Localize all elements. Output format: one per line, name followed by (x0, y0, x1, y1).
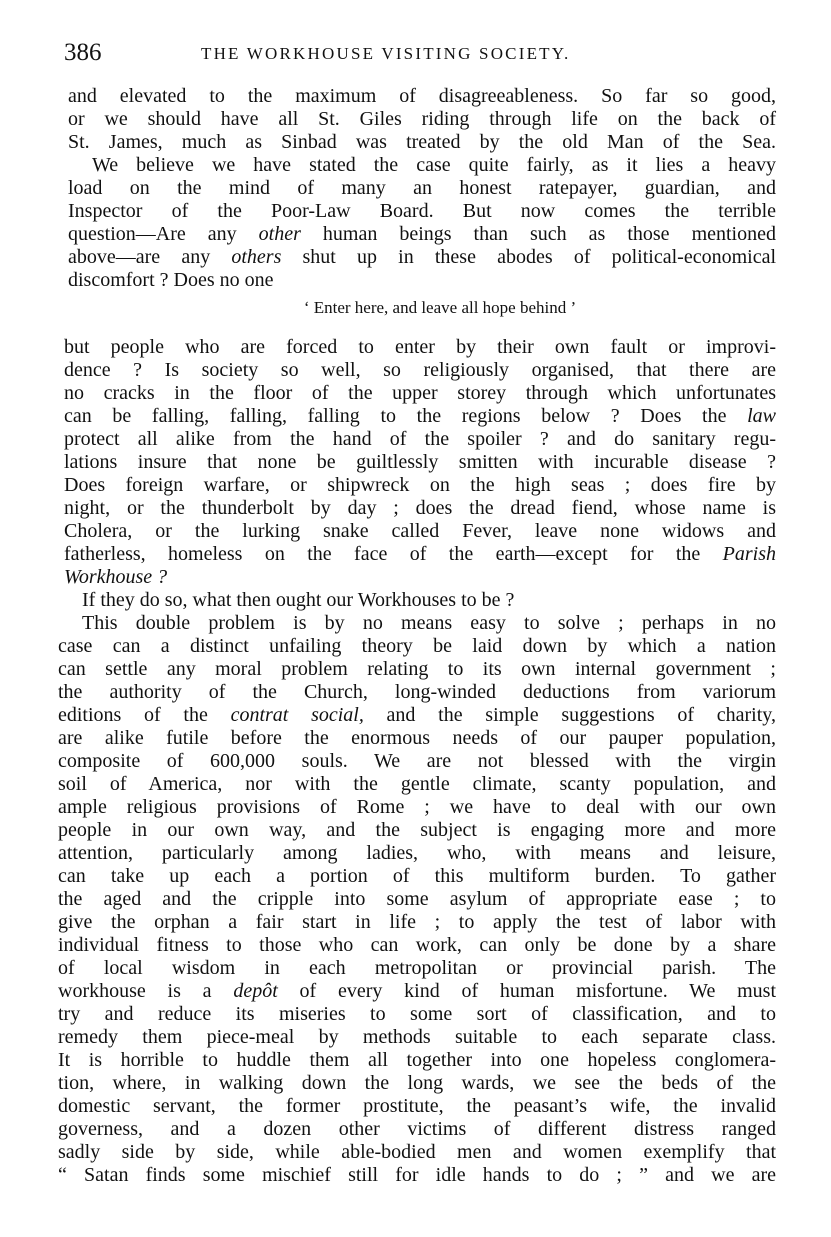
text-line (58, 1095, 776, 1118)
text-line (68, 154, 776, 177)
text-run: can take up each a portion of this multiform burden. To gather (58, 865, 776, 887)
text-run: give the orphan a fair start in life ; to apply the test of labor with (58, 911, 776, 933)
text-run: load on the mind of many an honest ratepayer, guardian, and (68, 177, 776, 199)
text-line (58, 1141, 776, 1164)
text-run: soil of America, nor with the gentle climate, scanty population, and (58, 773, 776, 795)
text-line (64, 359, 776, 382)
text-run: It is horrible to huddle them all together into one hopeless conglomera- (58, 1049, 776, 1071)
text-run: attention, particularly among ladies, who, with means and leisure, (58, 842, 776, 864)
text-run: of local wisdom in each metropolitan or provincial parish. The (58, 957, 776, 979)
text-line (64, 428, 776, 451)
text-line (68, 223, 776, 246)
italic-text: Workhouse ? (64, 566, 168, 588)
text-line (58, 612, 776, 635)
text-line (58, 704, 776, 727)
text-line (64, 405, 776, 428)
text-run: question—Are any (68, 223, 259, 245)
text-run: governess, and a dozen other victims of different distress ranged (58, 1118, 776, 1140)
text-run: This double problem is by no means easy to solve ; perhaps in no (82, 612, 776, 634)
italic-text: law (747, 405, 776, 427)
text-line (58, 750, 776, 773)
text-run: fatherless, homeless on the face of the earth—except for the (64, 543, 723, 565)
text-line (64, 451, 776, 474)
text-line (58, 1118, 776, 1141)
text-line (58, 681, 776, 704)
text-run: Does foreign warfare, or shipwreck on the high seas ; does fire by (64, 474, 776, 496)
text-run: or we should have all St. Giles riding through life on the back of (68, 108, 776, 130)
italic-text: other (258, 223, 301, 245)
text-line (68, 131, 776, 154)
text-line (58, 957, 776, 980)
text-run: no cracks in the floor of the upper storey through which unfortunates (64, 382, 776, 404)
text-line (58, 773, 776, 796)
text-run: dence ? Is society so well, so religiously organised, that there are (64, 359, 776, 381)
text-run: the authority of the Church, long-winded deductions from variorum (58, 681, 776, 703)
text-run: “ Satan finds some mischief still for idle hands to do ; ” and we are (58, 1164, 776, 1186)
page-number: 386 (64, 39, 102, 66)
text-run: shut up in these abodes of political-economical (281, 246, 777, 268)
text-line (64, 474, 776, 497)
text-run: domestic servant, the former prostitute, the peasant’s wife, the invalid (58, 1095, 776, 1117)
text-line (58, 865, 776, 888)
text-line (58, 1003, 776, 1026)
text-line (58, 635, 776, 658)
text-run: tion, where, in walking down the long wards, we see the beds of the (58, 1072, 776, 1094)
text-run: St. James, much as Sinbad was treated by the old Man of the Sea. (68, 131, 776, 153)
text-run: and the simple suggestions of charity, (363, 704, 776, 726)
text-line (68, 177, 776, 200)
running-head (64, 38, 770, 68)
text-run: can settle any moral problem relating to its own internal government ; (58, 658, 776, 680)
text-line (58, 589, 776, 612)
text-line (58, 727, 776, 750)
italic-text: contrat social, (230, 704, 364, 726)
text-run: can be falling, falling, falling to the regions below ? Does the (64, 405, 748, 427)
text-run: editions of the (58, 704, 231, 726)
text-line (58, 888, 776, 911)
text-line (58, 796, 776, 819)
italic-text: depôt (233, 980, 278, 1002)
text-line (58, 819, 776, 842)
text-line (58, 1072, 776, 1095)
text-line (58, 658, 776, 681)
text-line (64, 336, 776, 359)
text-line (64, 497, 776, 520)
text-line (58, 1164, 776, 1187)
text-run: of every kind of human misfortune. We must (277, 980, 777, 1002)
text-line (64, 520, 776, 543)
text-run: the aged and the cripple into some asylum of appropriate ease ; to (58, 888, 776, 910)
text-run: workhouse is a (58, 980, 234, 1002)
text-run: case can a distinct unfailing theory be laid down by which a nation (58, 635, 776, 657)
text-run: and elevated to the maximum of disagreeableness. So far so good, (68, 85, 776, 107)
text-run: composite of 600,000 souls. We are not blessed with the virgin (58, 750, 776, 772)
epigraph-quote: ‘ Enter here, and leave all hope behind ’ (303, 298, 577, 317)
text-run: night, or the thunderbolt by day ; does the dread fiend, whose name is (64, 497, 776, 519)
text-run: remedy them piece-meal by methods suitable to each separate class. (58, 1026, 776, 1048)
text-line (58, 980, 776, 1003)
text-run: above—are any (68, 246, 232, 268)
text-line (64, 566, 776, 589)
text-run: lations insure that none be guiltlessly smitten with incurable disease ? (64, 451, 776, 473)
text-run: discomfort ? Does no one (68, 269, 274, 291)
text-run: ample religious provisions of Rome ; we have to deal with our own (58, 796, 776, 818)
text-line (68, 200, 776, 223)
text-run: Inspector of the Poor-Law Board. But now comes the terrible (68, 200, 776, 222)
text-line (58, 842, 776, 865)
text-line (64, 543, 776, 566)
text-run: are alike futile before the enormous needs of our pauper population, (58, 727, 776, 749)
text-run: but people who are forced to enter by their own fault or improvi- (64, 336, 776, 358)
text-run: people in our own way, and the subject is engaging more and more (58, 819, 776, 841)
text-run: If they do so, what then ought our Workhouses to be ? (82, 589, 515, 611)
text-line (68, 246, 776, 269)
text-line (64, 382, 776, 405)
text-run: We believe we have stated the case quite fairly, as it lies a heavy (92, 154, 776, 176)
text-line (58, 1049, 776, 1072)
text-line (58, 1026, 776, 1049)
running-title: THE WORKHOUSE VISITING SOCIETY. (201, 44, 571, 63)
text-run: Cholera, or the lurking snake called Fever, leave none widows and (64, 520, 776, 542)
text-line (58, 911, 776, 934)
text-run: try and reduce its miseries to some sort of classification, and to (58, 1003, 776, 1025)
text-line (58, 934, 776, 957)
text-run: human beings than such as those mentioned (300, 223, 776, 245)
text-line (68, 85, 776, 108)
text-line (68, 269, 776, 292)
text-run: protect all alike from the hand of the spoiler ? and do sanitary regu- (64, 428, 776, 450)
text-line (68, 108, 776, 131)
text-run: sadly side by side, while able-bodied men and women exemplify that (58, 1141, 776, 1163)
text-run: individual fitness to those who can work, can only be done by a share (58, 934, 776, 956)
italic-text: others (231, 246, 282, 268)
italic-text: Parish (722, 543, 776, 565)
